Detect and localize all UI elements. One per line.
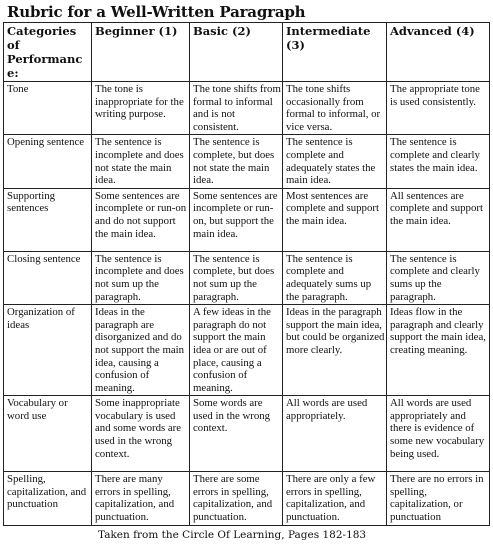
table-cell: The sentence is incomplete and does not sum up the paragraph. — [92, 251, 190, 304]
table-cell: The sentence is incomplete and does not state the main idea. — [92, 135, 190, 188]
table-row — [4, 135, 490, 188]
row-category: Spelling, capitalization, and punctuation — [4, 472, 92, 525]
table-header-row — [4, 23, 490, 82]
column-header-advanced: Advanced (4) — [387, 23, 490, 82]
table-cell: All words are used appropriately and there is evidence of some new vocabulary being used. — [387, 396, 490, 472]
rubric-table — [3, 22, 490, 526]
table-cell: Some sentences are incomplete or run-on and do not support the main idea. — [92, 188, 190, 251]
table-cell: Most sentences are complete and support the main idea. — [283, 188, 387, 251]
table-cell: The sentence is complete and adequately sums up the paragraph. — [283, 251, 387, 304]
row-category: Organization of ideas — [4, 305, 92, 396]
table-cell: There are some errors in spelling, capitalization, and punctuation. — [190, 472, 283, 525]
row-category: Tone — [4, 82, 92, 135]
table-cell: There are many errors in spelling, capitalization, and punctuation. — [92, 472, 190, 525]
table-row — [4, 251, 490, 304]
column-header-beginner: Beginner (1) — [92, 23, 190, 82]
table-cell: All sentences are complete and support the main idea. — [387, 188, 490, 251]
table-cell: The sentence is complete and clearly states the main idea. — [387, 135, 490, 188]
column-header-basic: Basic (2) — [190, 23, 283, 82]
row-category: Supporting sentences — [4, 188, 92, 251]
table-cell: The tone shifts from formal to informal and is not consistent. — [190, 82, 283, 135]
row-category: Opening sentence — [4, 135, 92, 188]
table-cell: A few ideas in the paragraph do not support the main idea or are out of place, causing a confusion of meaning. — [190, 305, 283, 396]
table-cell: Ideas flow in the paragraph and clearly support the main idea, creating meaning. — [387, 305, 490, 396]
column-header-intermediate: Intermediate (3) — [283, 23, 387, 82]
table-row — [4, 472, 490, 525]
table-cell: All words are used appropriately. — [283, 396, 387, 472]
table-row — [4, 82, 490, 135]
table-cell: The tone shifts occasionally from formal to informal, or vice versa. — [283, 82, 387, 135]
table-cell: The sentence is complete, but does not state the main idea. — [190, 135, 283, 188]
table-cell: The sentence is complete and clearly sums up the paragraph. — [387, 251, 490, 304]
table-cell: The appropriate tone is used consistently. — [387, 82, 490, 135]
table-cell: Some sentences are incomplete or run-on, but support the main idea. — [190, 188, 283, 251]
row-category: Vocabulary or word use — [4, 396, 92, 472]
column-header-category: Categories of Performance: — [4, 23, 92, 82]
table-cell: The sentence is complete, but does not sum up the paragraph. — [190, 251, 283, 304]
source-footnote: Taken from the Circle Of Learning, Pages 182-183 — [98, 529, 367, 541]
table-row — [4, 188, 490, 251]
row-category: Closing sentence — [4, 251, 92, 304]
table-cell: Some inappropriate vocabulary is used and some words are used in the wrong context. — [92, 396, 190, 472]
table-cell: There are no errors in spelling, capitalization, or punctuation — [387, 472, 490, 525]
table-cell: Ideas in the paragraph are disorganized and do not support the main idea, causing a confusion of meaning. — [92, 305, 190, 396]
table-cell: There are only a few errors in spelling, capitalization, and punctuation. — [283, 472, 387, 525]
table-cell: Ideas in the paragraph support the main idea, but could be organized more clearly. — [283, 305, 387, 396]
page-title: Rubric for a Well-Written Paragraph — [7, 3, 306, 21]
table-cell: The sentence is complete and adequately states the main idea. — [283, 135, 387, 188]
table-cell: Some words are used in the wrong context. — [190, 396, 283, 472]
table-cell: The tone is inappropriate for the writing purpose. — [92, 82, 190, 135]
table-row — [4, 305, 490, 396]
table-row — [4, 396, 490, 472]
